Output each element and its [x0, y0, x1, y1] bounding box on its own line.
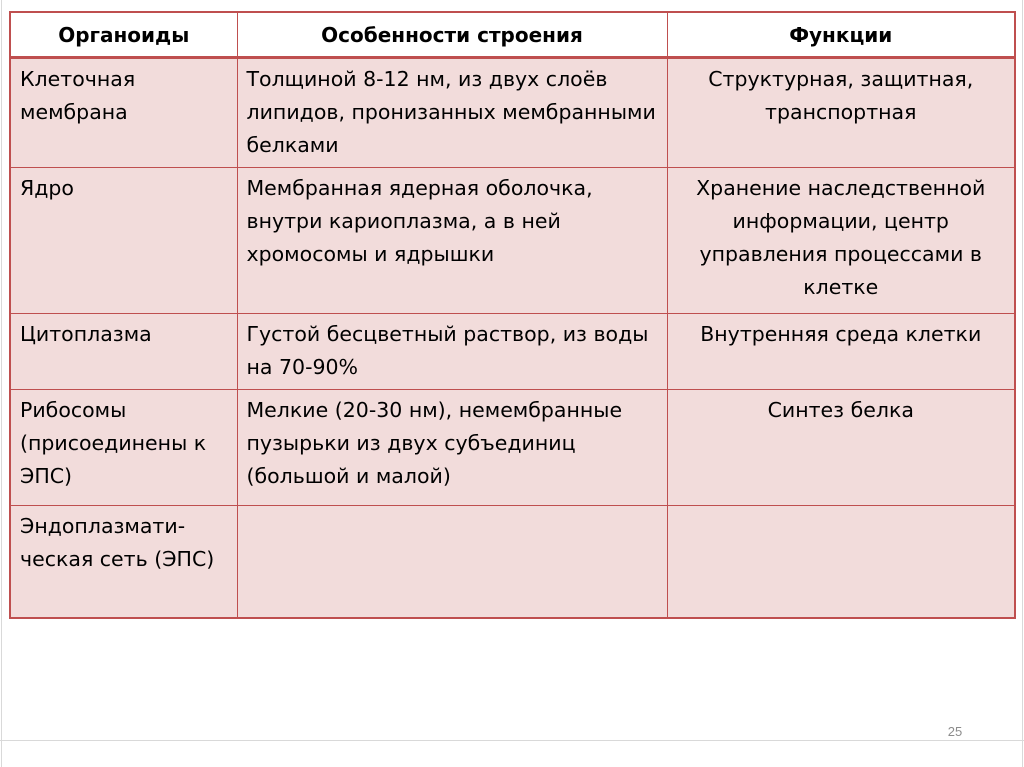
- organoid-cell: Ядро: [10, 168, 237, 314]
- structure-cell: Мелкие (20-30 нм), немембранные пузырьки из двух субъединиц (большой и малой): [237, 390, 667, 506]
- table-row: [10, 168, 1015, 314]
- header-row: [10, 12, 1015, 58]
- organoid-cell: Рибосомы (присоединены к ЭПС): [10, 390, 237, 506]
- structure-cell: Густой бесцветный раствор, из воды на 70-90%: [237, 314, 667, 390]
- organoid-cell: Цитоплазма: [10, 314, 237, 390]
- function-cell: Внутренняя среда клетки: [667, 314, 1015, 390]
- organoid-cell: Эндоплазмати-ческая сеть (ЭПС): [10, 506, 237, 618]
- header-functions: Функции: [667, 12, 1015, 58]
- slide-bottom-edge: [0, 740, 1024, 741]
- organoids-table: [9, 11, 1016, 619]
- table-row: [10, 390, 1015, 506]
- function-cell: Синтез белка: [667, 390, 1015, 506]
- function-cell: Хранение наследственной информации, центр управления процессами в клетке: [667, 168, 1015, 314]
- structure-cell: Мембранная ядерная оболочка, внутри кариоплазма, а в ней хромосомы и ядрышки: [237, 168, 667, 314]
- function-cell: Структурная, защитная, транспортная: [667, 58, 1015, 168]
- page-number: 25: [947, 724, 963, 739]
- slide-left-edge: [1, 0, 2, 767]
- structure-cell: [237, 506, 667, 618]
- slide-right-edge: [1022, 0, 1023, 767]
- header-structure: Особенности строения: [237, 12, 667, 58]
- structure-cell: Толщиной 8-12 нм, из двух слоёв липидов, пронизанных мембранными белками: [237, 58, 667, 168]
- table-row: [10, 314, 1015, 390]
- organoid-cell: Клеточная мембрана: [10, 58, 237, 168]
- table-row: [10, 58, 1015, 168]
- header-organoids: Органоиды: [10, 12, 237, 58]
- table-row: [10, 506, 1015, 618]
- function-cell: [667, 506, 1015, 618]
